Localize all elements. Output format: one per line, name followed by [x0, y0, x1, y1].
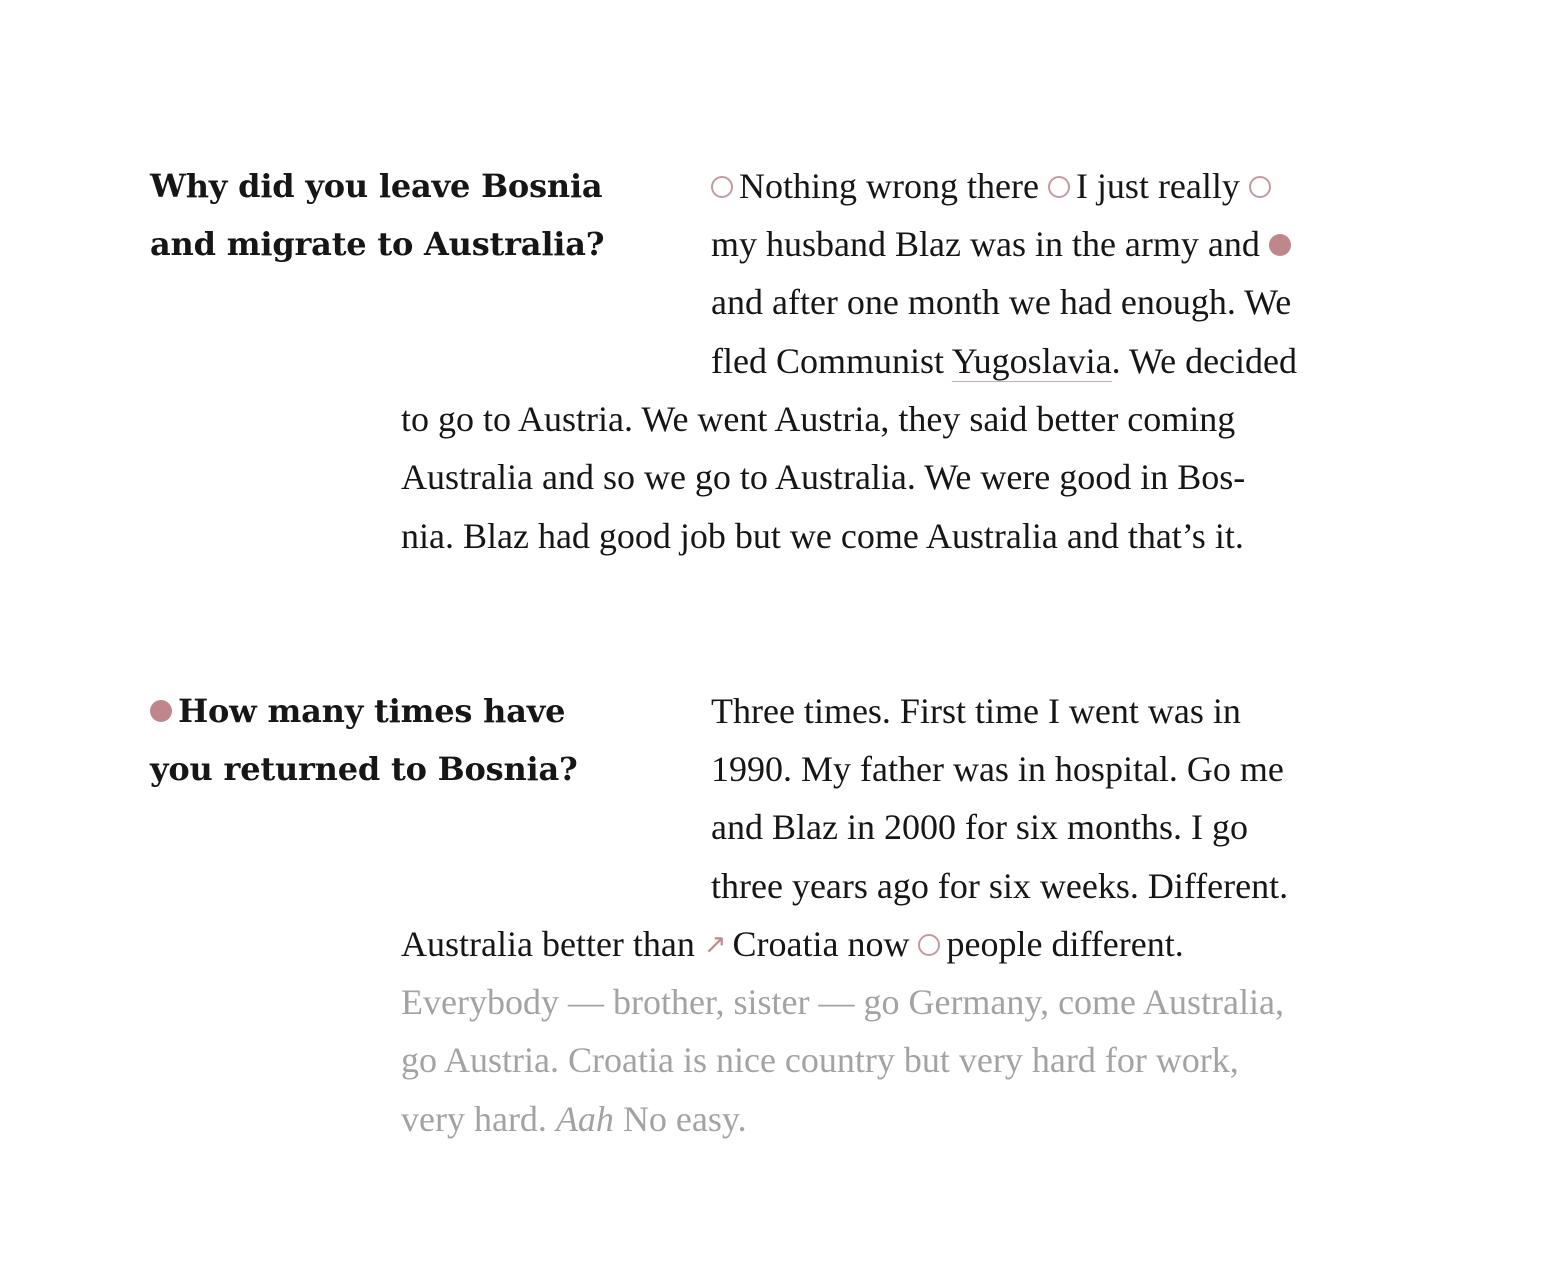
filled-circle-icon[interactable] [1269, 234, 1291, 256]
answer-line [711, 215, 1297, 273]
answer-line-faded: Everybody — brother, sister — go Germany, come Australia, [401, 982, 1285, 1022]
answer-line: three years ago for six weeks. Different. [711, 866, 1289, 906]
answer-fragment: very hard. [401, 1099, 556, 1139]
answer-fragment: Nothing wrong there [739, 166, 1039, 206]
question-text: How many times have you returned to Bosnia? [150, 692, 578, 789]
answer-line: and after one month we had enough. We [711, 282, 1292, 322]
answer-fragment-italic: Aah [555, 1099, 614, 1139]
answer-line [711, 332, 1297, 390]
answer-line-faded [401, 1090, 747, 1148]
answer-fragment: . We decided [1111, 341, 1298, 381]
filled-circle-icon[interactable] [150, 700, 172, 722]
question-heading: Why did you leave Bosnia and migrate to Australia? [150, 167, 605, 264]
answer-fragment: I just really [1075, 166, 1240, 206]
answer-line [711, 157, 1277, 215]
answer-fragment: fled Communist [711, 341, 952, 381]
answer-fragment: No easy. [613, 1099, 747, 1139]
answer-line-faded: go Austria. Croatia is nice country but very hard for work, [401, 1040, 1239, 1080]
open-circle-icon[interactable] [918, 934, 940, 956]
answer-line: 1990. My father was in hospital. Go me [711, 749, 1284, 789]
answer-line [401, 915, 1184, 977]
answer-fragment: Australia better than [401, 924, 704, 964]
arrow-up-right-icon[interactable]: ↗ [703, 929, 727, 960]
open-circle-icon[interactable] [1249, 176, 1271, 198]
answer-fragment: my husband Blaz was in the army and [711, 224, 1260, 264]
answer-line: nia. Blaz had good job but we come Australia and that’s it. [401, 516, 1244, 556]
open-circle-icon[interactable] [1048, 176, 1070, 198]
question-heading [150, 682, 630, 799]
answer-line: Three times. First time I went was in [711, 691, 1241, 731]
answer-fragment: people different. [946, 924, 1184, 964]
answer-fragment: Croatia now [732, 924, 919, 964]
open-circle-icon[interactable] [711, 176, 733, 198]
answer-line: Australia and so we go to Australia. We were good in Bos- [401, 457, 1246, 497]
answer-line: to go to Austria. We went Austria, they said better coming [401, 399, 1236, 439]
answer-line: and Blaz in 2000 for six months. I go [711, 807, 1248, 847]
yugoslavia-link[interactable]: Yugoslavia [951, 341, 1112, 381]
